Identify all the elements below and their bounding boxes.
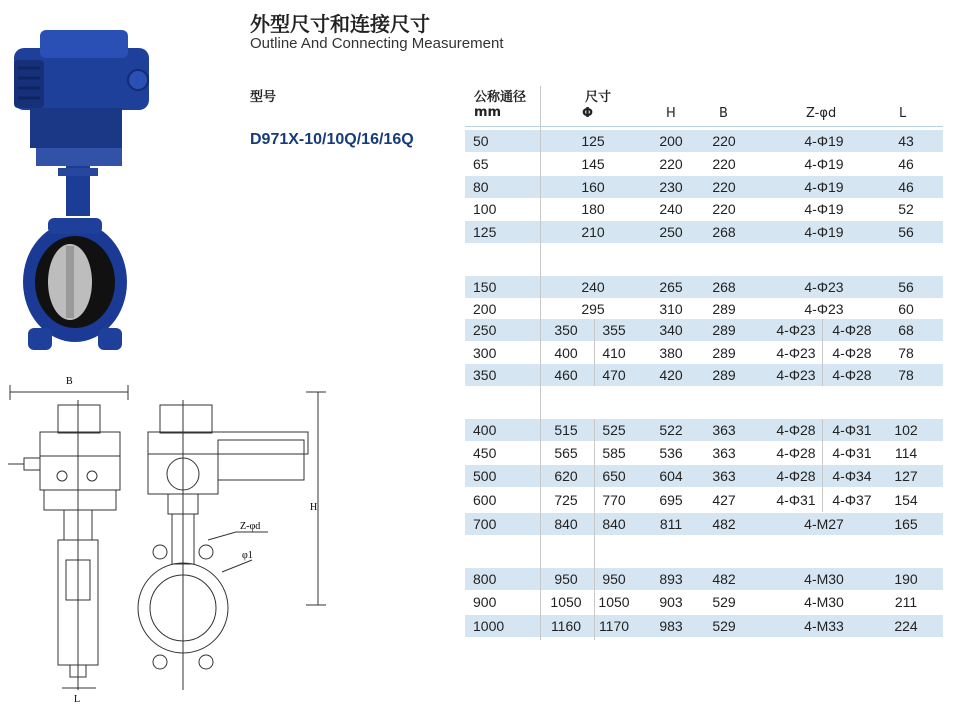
cell-z-2: 4-Φ28 xyxy=(832,345,872,361)
cell-dn: 250 xyxy=(473,322,497,338)
table-divider xyxy=(540,126,541,640)
table-row xyxy=(465,568,943,590)
cell-phi-1: 840 xyxy=(554,516,578,532)
valve-photo xyxy=(0,20,165,355)
cell-dn: 700 xyxy=(473,516,497,532)
cell-z: 4-Φ19 xyxy=(804,201,844,217)
cell-l: 68 xyxy=(898,322,914,338)
cell-dn: 300 xyxy=(473,345,497,361)
cell-dn: 150 xyxy=(473,279,497,295)
cell-dn: 500 xyxy=(473,468,497,484)
cell-b: 289 xyxy=(712,345,736,361)
cell-z: 4-M33 xyxy=(804,618,844,634)
cell-h: 695 xyxy=(659,492,683,508)
cell-b: 363 xyxy=(712,422,736,438)
cell-b: 289 xyxy=(712,367,736,383)
cell-phi-1: 565 xyxy=(554,445,578,461)
cell-z-2: 4-Φ28 xyxy=(832,367,872,383)
cell-phi: 240 xyxy=(581,279,605,295)
table-divider xyxy=(594,419,595,640)
header-rule xyxy=(465,126,943,127)
cell-h: 220 xyxy=(659,156,683,172)
cell-dn: 600 xyxy=(473,492,497,508)
cell-h: 983 xyxy=(659,618,683,634)
table-row xyxy=(465,221,943,243)
cell-b: 220 xyxy=(712,133,736,149)
cell-l: 190 xyxy=(894,571,918,587)
cell-l: 78 xyxy=(898,367,914,383)
table-row xyxy=(465,342,943,364)
cell-h: 893 xyxy=(659,571,683,587)
cell-l: 154 xyxy=(894,492,918,508)
cell-z-2: 4-Φ31 xyxy=(832,445,872,461)
cell-l: 60 xyxy=(898,301,914,317)
cell-h: 230 xyxy=(659,179,683,195)
cell-z: 4-M30 xyxy=(804,571,844,587)
cell-h: 420 xyxy=(659,367,683,383)
table-divider xyxy=(822,319,823,386)
cell-b: 268 xyxy=(712,224,736,240)
model-number: D971X-10/10Q/16/16Q xyxy=(250,131,414,148)
table-row xyxy=(465,276,943,298)
cell-z-1: 4-Φ23 xyxy=(776,322,816,338)
cell-l: 102 xyxy=(894,422,918,438)
cell-h: 903 xyxy=(659,594,683,610)
cell-z: 4-Φ19 xyxy=(804,156,844,172)
cell-b: 529 xyxy=(712,594,736,610)
dim-h-label: H xyxy=(310,502,318,513)
cell-z-2: 4-Φ28 xyxy=(832,322,872,338)
cell-h: 522 xyxy=(659,422,683,438)
cell-phi-1: 515 xyxy=(554,422,578,438)
dim-phi1-label: φ1 xyxy=(242,550,253,561)
cell-z-1: 4-Φ28 xyxy=(776,422,816,438)
table-row xyxy=(465,176,943,198)
cell-b: 529 xyxy=(712,618,736,634)
cell-phi-2: 650 xyxy=(602,468,626,484)
cell-dn: 350 xyxy=(473,367,497,383)
cell-l: 46 xyxy=(898,179,914,195)
table-row xyxy=(465,198,943,220)
outline-drawing xyxy=(0,370,330,704)
cell-phi-2: 1050 xyxy=(598,594,630,610)
cell-phi-2: 470 xyxy=(602,367,626,383)
cell-z-2: 4-Φ37 xyxy=(832,492,872,508)
cell-b: 427 xyxy=(712,492,736,508)
table-row xyxy=(465,489,943,511)
cell-b: 220 xyxy=(712,201,736,217)
table-divider xyxy=(594,319,595,386)
header-phi: Φ xyxy=(582,106,594,121)
dim-b-label: B xyxy=(66,376,73,387)
cell-dn: 100 xyxy=(473,201,497,217)
cell-h: 340 xyxy=(659,322,683,338)
cell-dn: 900 xyxy=(473,594,497,610)
cell-phi-2: 840 xyxy=(602,516,626,532)
header-dn-unit: mm xyxy=(474,105,502,120)
cell-phi-1: 725 xyxy=(554,492,578,508)
cell-dn: 400 xyxy=(473,422,497,438)
cell-b: 482 xyxy=(712,571,736,587)
cell-phi-2: 355 xyxy=(602,322,626,338)
cell-z-1: 4-Φ28 xyxy=(776,445,816,461)
cell-h: 265 xyxy=(659,279,683,295)
cell-h: 536 xyxy=(659,445,683,461)
cell-h: 380 xyxy=(659,345,683,361)
cell-phi: 145 xyxy=(581,156,605,172)
cell-z-1: 4-Φ28 xyxy=(776,468,816,484)
cell-b: 289 xyxy=(712,301,736,317)
table-row xyxy=(465,153,943,175)
cell-h: 240 xyxy=(659,201,683,217)
cell-h: 250 xyxy=(659,224,683,240)
table-row xyxy=(465,364,943,386)
cell-l: 114 xyxy=(894,445,918,461)
cell-dn: 200 xyxy=(473,301,497,317)
cell-l: 165 xyxy=(894,516,918,532)
cell-h: 811 xyxy=(659,516,683,532)
table-row xyxy=(465,591,943,613)
cell-phi-2: 410 xyxy=(602,345,626,361)
cell-dn: 65 xyxy=(473,156,489,172)
cell-h: 310 xyxy=(659,301,683,317)
cell-dn: 450 xyxy=(473,445,497,461)
header-dn: 公称通径 xyxy=(474,90,527,105)
cell-phi-1: 1050 xyxy=(550,594,582,610)
cell-phi-2: 585 xyxy=(602,445,626,461)
cell-dn: 80 xyxy=(473,179,489,195)
cell-z-1: 4-Φ31 xyxy=(776,492,816,508)
cell-z: 4-Φ19 xyxy=(804,224,844,240)
cell-b: 220 xyxy=(712,156,736,172)
cell-l: 211 xyxy=(894,594,918,610)
cell-phi: 210 xyxy=(581,224,605,240)
cell-l: 56 xyxy=(898,224,914,240)
cell-phi-2: 525 xyxy=(602,422,626,438)
header-model: 型号 xyxy=(250,90,277,105)
cell-phi: 125 xyxy=(581,133,605,149)
header-h: H xyxy=(666,106,676,121)
cell-b: 482 xyxy=(712,516,736,532)
cell-z: 4-Φ23 xyxy=(804,279,844,295)
cell-z: 4-M27 xyxy=(804,516,844,532)
cell-b: 289 xyxy=(712,322,736,338)
cell-h: 200 xyxy=(659,133,683,149)
cell-dn: 125 xyxy=(473,224,497,240)
cell-l: 127 xyxy=(894,468,918,484)
cell-b: 220 xyxy=(712,179,736,195)
cell-phi-1: 1160 xyxy=(550,618,582,634)
cell-phi-1: 460 xyxy=(554,367,578,383)
cell-z: 4-Φ19 xyxy=(804,133,844,149)
cell-phi-2: 1170 xyxy=(598,618,630,634)
cell-l: 43 xyxy=(898,133,914,149)
cell-l: 78 xyxy=(898,345,914,361)
table-row xyxy=(465,615,943,637)
header-zd: Z-φd xyxy=(806,106,837,121)
cell-phi-1: 350 xyxy=(554,322,578,338)
cell-phi: 295 xyxy=(581,301,605,317)
cell-z-2: 4-Φ31 xyxy=(832,422,872,438)
cell-l: 46 xyxy=(898,156,914,172)
cell-h: 604 xyxy=(659,468,683,484)
table-row xyxy=(465,298,943,320)
cell-phi-1: 950 xyxy=(554,571,578,587)
cell-b: 268 xyxy=(712,279,736,295)
title-english: Outline And Connecting Measurement xyxy=(250,35,504,52)
dim-l-label: L xyxy=(74,694,81,704)
cell-z: 4-M30 xyxy=(804,594,844,610)
table-row xyxy=(465,419,943,441)
table-divider xyxy=(822,419,823,512)
table-row xyxy=(465,319,943,341)
table-row xyxy=(465,465,943,487)
cell-z-1: 4-Φ23 xyxy=(776,367,816,383)
cell-l: 224 xyxy=(894,618,918,634)
cell-dn: 1000 xyxy=(473,618,505,634)
table-row xyxy=(465,513,943,535)
cell-z-2: 4-Φ34 xyxy=(832,468,872,484)
cell-z: 4-Φ19 xyxy=(804,179,844,195)
cell-l: 56 xyxy=(898,279,914,295)
cell-b: 363 xyxy=(712,468,736,484)
cell-b: 363 xyxy=(712,445,736,461)
cell-phi-1: 400 xyxy=(554,345,578,361)
cell-z: 4-Φ23 xyxy=(804,301,844,317)
cell-l: 52 xyxy=(898,201,914,217)
cell-phi-2: 770 xyxy=(602,492,626,508)
dim-zd-label: Z-φd xyxy=(240,521,261,532)
cell-phi: 180 xyxy=(581,201,605,217)
cell-dn: 800 xyxy=(473,571,497,587)
cell-phi-1: 620 xyxy=(554,468,578,484)
header-b: B xyxy=(719,106,728,121)
header-size: 尺寸 xyxy=(585,90,612,105)
header-divider xyxy=(540,86,541,126)
table-row xyxy=(465,130,943,152)
cell-phi-2: 950 xyxy=(602,571,626,587)
title-chinese: 外型尺寸和连接尺寸 xyxy=(250,12,430,36)
table-row xyxy=(465,442,943,464)
cell-phi: 160 xyxy=(581,179,605,195)
cell-dn: 50 xyxy=(473,133,489,149)
header-l: L xyxy=(899,106,907,121)
cell-z-1: 4-Φ23 xyxy=(776,345,816,361)
